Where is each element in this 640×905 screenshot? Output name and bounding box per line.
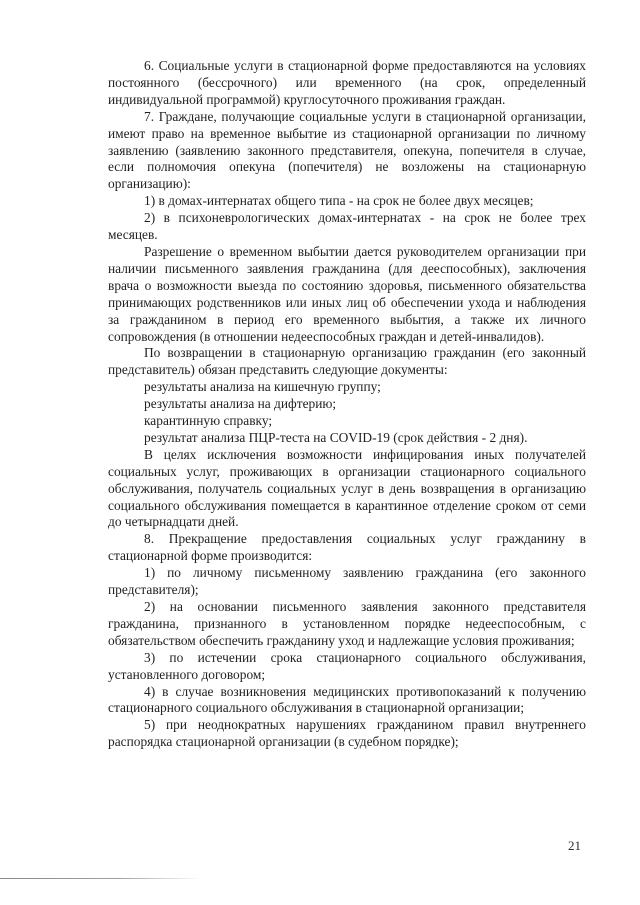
document-item-intestinal: результаты анализа на кишечную группу; — [144, 379, 381, 395]
document-body — [108, 58, 586, 751]
paragraph-return-documents: По возвращении в стационарную организацию гражданин (его законный представитель) обязан представить следующие документы: — [108, 345, 586, 378]
paragraph-8-item-3: 3) по истечении срока стационарного социального обслуживания, установленного договором; — [108, 649, 586, 682]
paragraph-8-item-2: 2) на основании письменного заявления законного представителя гражданина, признанного в установленном порядке недееспособным, с обязательством обеспечить гражданину уход и надлежащие условия проживания; — [108, 599, 586, 648]
document-item-quarantine: карантинную справку; — [144, 413, 273, 429]
paragraph-7: 7. Граждане, получающие социальные услуги в стационарной организации, имеют право на временное выбытие из стационарной организации по личному заявлению (заявлению законного представителя, опекуна, попечителя в случае, если полномочия опекуна (попечителя) не возложены на стационарную организацию): — [108, 108, 586, 192]
paragraph-7-item-1: 1) в домах-интернатах общего типа - на срок не более двух месяцев; — [144, 193, 534, 209]
paragraph-6: 6. Социальные услуги в стационарной форме предоставляются на условиях постоянного (бессрочного) или временного (на срок, определенный индивидуальной программой) круглосуточного проживания граждан. — [108, 58, 586, 107]
paragraph-leave-permission: Разрешение о временном выбытии дается руководителем организации при наличии письменного заявления гражданина (для дееспособных), заключения врача о возможности выезда по состоянию здоровья, письменного обязательства принимающих родственников или иных лиц об обеспечении ухода и наблюдения за гражданином в период его временного выбытия, а также их личного сопровождения (в отношении недееспособных граждан и детей-инвалидов). — [108, 243, 586, 344]
page-number: 21 — [568, 838, 581, 853]
paragraph-8: 8. Прекращение предоставления социальных услуг гражданину в стационарной форме производится: — [108, 531, 586, 564]
paragraph-8-item-4: 4) в случае возникновения медицинских противопоказаний к получению стационарного социального обслуживания в стационарной организации; — [108, 683, 586, 716]
paragraph-8-item-1: 1) по личному письменному заявлению гражданина (его законного представителя); — [108, 565, 586, 598]
document-item-pcr: результат анализа ПЦР-теста на COVID-19 (срок действия - 2 дня). — [144, 429, 528, 445]
scan-artifact-line — [0, 878, 200, 879]
paragraph-8-item-5: 5) при неоднократных нарушениях гражданином правил внутреннего распорядка стационарной организации (в судебном порядке); — [108, 717, 586, 750]
paragraph-quarantine: В целях исключения возможности инфицирования иных получателей социальных услуг, проживающих в организации стационарного социального обслуживания, получатель социальных услуг в день возвращения в организацию социального обслуживания помещается в карантинное отделение сроком от семи до четырнадцати дней. — [108, 446, 586, 530]
document-item-diphtheria: результаты анализа на дифтерию; — [144, 396, 337, 412]
paragraph-7-item-2: 2) в психоневрологических домах-интернатах - на срок не более трех месяцев. — [108, 210, 586, 243]
